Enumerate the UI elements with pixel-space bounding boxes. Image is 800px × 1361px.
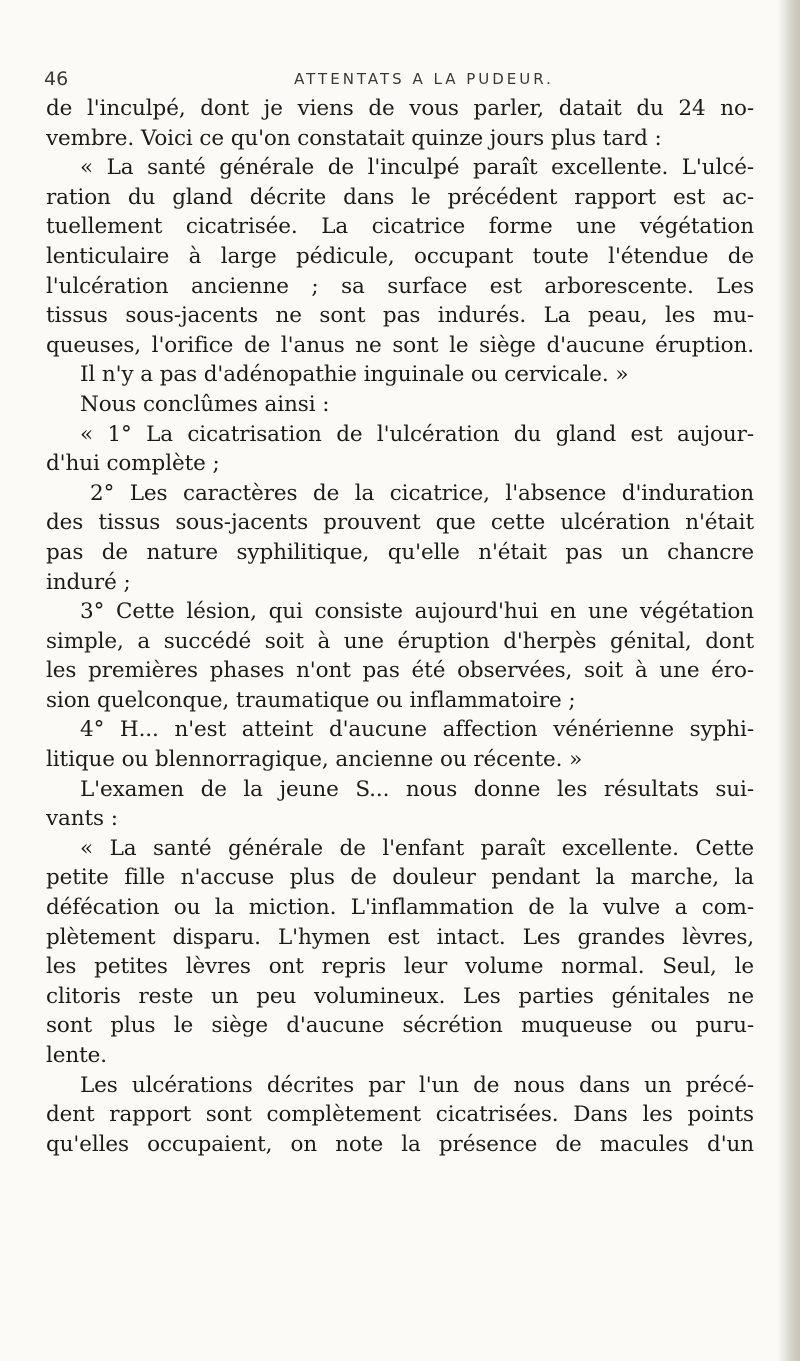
text-line: défécation ou la miction. L'inflammation de la vulve a com- <box>46 895 754 921</box>
text-line: pas de nature syphilitique, qu'elle n'était pas un chancre <box>46 539 754 565</box>
text-line: 4° H... n'est atteint d'aucune affection vénérienne syphi- <box>80 717 754 743</box>
text-line: 2° Les caractères de la cicatrice, l'absence d'induration <box>90 480 754 506</box>
text-line: qu'elles occupaient, on note la présence de macules d'un <box>46 1131 754 1157</box>
text-line: sion quelconque, traumatique ou inflammatoire ; <box>46 687 576 713</box>
text-line: vembre. Voici ce qu'on constatait quinze jours plus tard : <box>46 125 662 151</box>
text-line: 3° Cette lésion, qui consiste aujourd'hui en une végétation <box>80 599 754 625</box>
text-line: Nous conclûmes ainsi : <box>80 391 330 417</box>
body-text <box>46 94 754 1159</box>
text-line: induré ; <box>46 569 131 595</box>
text-line: l'ulcération ancienne ; sa surface est arborescente. Les <box>46 273 754 299</box>
text-line: clitoris reste un peu volumineux. Les parties génitales ne <box>46 983 754 1009</box>
text-line: sont plus le siège d'aucune sécrétion muqueuse ou puru- <box>46 1013 754 1039</box>
text-line: « La santé générale de l'inculpé paraît excellente. L'ulcé- <box>80 155 754 181</box>
text-line: plètement disparu. L'hymen est intact. Les grandes lèvres, <box>46 924 754 950</box>
text-line: L'examen de la jeune S... nous donne les résultats sui- <box>80 776 754 802</box>
text-line: vants : <box>46 806 118 832</box>
text-line: les petites lèvres ont repris leur volume normal. Seul, le <box>46 954 754 980</box>
text-line: ration du gland décrite dans le précédent rapport est ac- <box>46 184 754 210</box>
text-line: de l'inculpé, dont je viens de vous parler, datait du 24 no- <box>46 96 754 121</box>
text-line: petite fille n'accuse plus de douleur pendant la marche, la <box>46 865 754 891</box>
text-line: dent rapport sont complètement cicatrisées. Dans les points <box>46 1102 754 1128</box>
page-edge-shadow <box>778 0 800 1361</box>
page-number: 46 <box>44 68 69 90</box>
text-line: des tissus sous-jacents prouvent que cette ulcération n'était <box>46 510 754 536</box>
text-line: tissus sous-jacents ne sont pas indurés. La peau, les mu- <box>46 303 754 329</box>
text-line: d'hui complète ; <box>46 451 220 477</box>
text-line: « 1° La cicatrisation de l'ulcération du gland est aujour- <box>80 421 754 447</box>
running-header <box>44 68 764 92</box>
text-line: simple, a succédé soit à une éruption d'herpès génital, dont <box>46 628 754 654</box>
text-line: tuellement cicatrisée. La cicatrice forme une végétation <box>46 214 754 240</box>
text-line: Il n'y a pas d'adénopathie inguinale ou cervicale. » <box>80 362 629 388</box>
text-line: litique ou blennorragique, ancienne ou récente. » <box>46 747 583 773</box>
text-line: lenticulaire à large pédicule, occupant toute l'étendue de <box>46 243 754 269</box>
text-line: « La santé générale de l'enfant paraît excellente. Cette <box>80 835 754 861</box>
text-line: lente. <box>46 1043 108 1068</box>
text-line: Les ulcérations décrites par l'un de nous dans un précé- <box>80 1072 754 1098</box>
text-line: queuses, l'orifice de l'anus ne sont le siège d'aucune éruption. <box>46 332 754 358</box>
running-title: ATTENTATS A LA PUDEUR. <box>294 70 554 88</box>
text-line: les premières phases n'ont pas été observées, soit à une éro- <box>46 658 754 684</box>
